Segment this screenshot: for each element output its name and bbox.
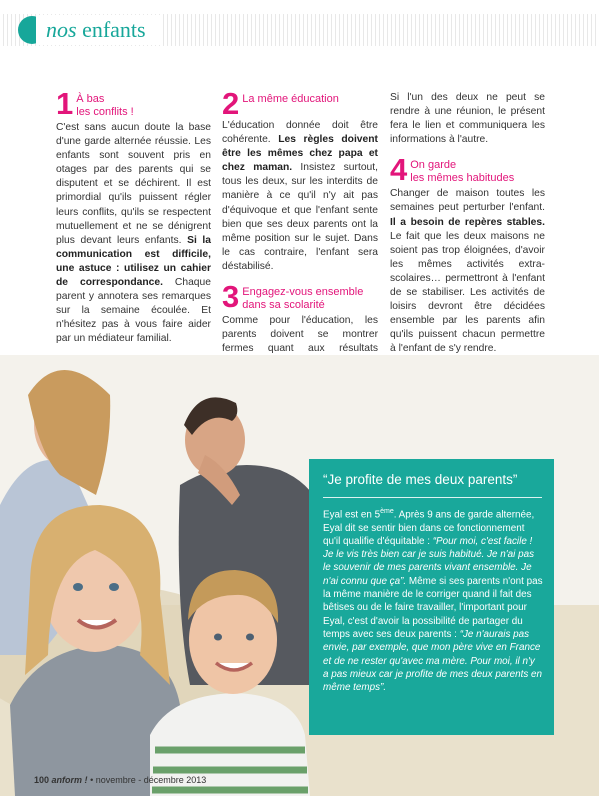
testimonial-quote-1: “Pour moi, c'est facile ! Je le vis très bien car je suis habitué. Je n'ai pas le souvenir de mes parents vivant ensemble. Je n'ai connu que ça”. xyxy=(323,535,535,587)
section-4-text-b: Le fait que les deux maisons ne soient pas trop éloignées, d'avoir les mêmes activités extra-scolaires… permettront à l'enfant de se stabiliser. Les activités de loisirs devront être décidées ensemble par les parents afin qu'ils puissent chacun permettre à l'enfant de s'y rendre. xyxy=(390,230,545,355)
testimonial-title: “Je profite de mes deux parents” xyxy=(323,472,518,487)
issue-date: • novembre - décembre 2013 xyxy=(90,775,207,785)
section-1-body xyxy=(56,121,211,347)
section-4-title xyxy=(410,157,514,185)
section-1 xyxy=(56,86,211,347)
section-3-title-line1: Engagez-vous ensemble xyxy=(242,286,364,299)
section-2-text-b: Insistez surtout, tous les deux, sur les interdits de manière à ce qu'il n'y ait pas d'équivoque et que l'enfant sente bien que ses deux parents ont la même position sur le sujet. Dans le cas contraire, l'enfant sera déstabilisé. xyxy=(222,162,378,272)
section-4-title-line2: les mêmes habitudes xyxy=(410,172,515,185)
testimonial-text-2: . Après 9 ans de garde alternée, Eyal dit se sentir bien dans ce fonctionnement qu'il qualifie d'équitable : xyxy=(323,509,535,547)
testimonial-grade-sup: ème xyxy=(380,508,394,515)
testimonial-box xyxy=(309,459,554,735)
section-1-title xyxy=(76,91,133,119)
section-3-heading xyxy=(222,279,378,315)
column-1 xyxy=(56,86,211,347)
section-2-heading xyxy=(222,86,378,121)
magazine-name: anform ! xyxy=(51,775,88,785)
section-label xyxy=(36,15,160,45)
section-4 xyxy=(390,152,545,356)
testimonial-text xyxy=(323,505,543,694)
section-1-number: 1 xyxy=(56,86,74,121)
section-2-bold: Les règles doivent être les mêmes chez papa et chez maman. xyxy=(222,134,378,174)
section-1-text-a: C'est sans aucun doute la base d'une garde alternée réussie. Les enfants sont souvent pris en otages par des parents qui se disputent et se déchirent. Il est primordial qu'ils puissent régler leurs conflits, qu'ils se respectent mutuellement et ne se dénigrent plus devant leurs enfants. xyxy=(56,122,211,246)
section-2-number: 2 xyxy=(222,86,240,121)
testimonial-text-1: Eyal est en 5 xyxy=(323,509,381,521)
column-3 xyxy=(390,91,545,357)
section-label-italic: nos xyxy=(46,17,77,42)
section-1-text-b: Chaque parent y annotera ses remarques sur la semaine écoulée. Et n'hésitez pas à vous faire aider par un médiateur familial. xyxy=(56,277,211,345)
section-header xyxy=(0,0,599,52)
section-1-title-line2: les conflits ! xyxy=(76,106,134,118)
page-number: 100 xyxy=(34,775,50,785)
testimonial-divider xyxy=(323,497,542,498)
section-4-heading xyxy=(390,152,545,188)
testimonial-quote-2: “Je n'aurais pas envie, par exemple, que mon père vive en France et de ne rester qu'avec ma mère. Pour moi, il n'y a pas mieux car je profite de mes deux parents en même temps”. xyxy=(323,628,543,694)
section-3-title xyxy=(242,284,363,312)
section-4-body xyxy=(390,187,545,356)
section-4-title-line1: On garde xyxy=(410,159,457,172)
section-4-bold: Il a besoin de repères stables. xyxy=(390,216,545,228)
section-2-body xyxy=(222,119,378,274)
section-3-text-a: Comme pour l'éducation, les parents doivent se montrer fermes quant aux résultats xyxy=(222,315,378,355)
section-1-title-line1: À bas xyxy=(76,93,105,105)
section-3-text-b: Si l'un des deux ne peut se rendre à une réunion, le présent fera le lien et communiquera les informations à l'autre. xyxy=(390,92,545,146)
section-label-rest: enfants xyxy=(82,17,146,42)
section-1-bold: Si la communication est difficile, une astuce : utilisez un cahier de correspondance. xyxy=(56,234,211,289)
section-2 xyxy=(222,86,378,274)
section-3-title-line2: dans sa scolarité xyxy=(242,299,325,312)
section-4-text-a: Changer de maison toutes les semaines peut perturber l'enfant. xyxy=(390,188,545,214)
section-2-title: La même éducation xyxy=(242,93,339,105)
section-3-body-part2 xyxy=(390,91,545,147)
page-footer xyxy=(34,774,206,786)
section-4-number: 4 xyxy=(390,152,408,188)
section-2-text-a: L'éducation donnée doit être cohérente. xyxy=(222,120,378,146)
testimonial-text-3: Même si ses parents n'ont pas la même manière de le corriger quand il fait des bêtises ou de le faire travailler, l'important pour Eyal, c'est d'avoir la possibilité de partager du temps avec ses deux parents : xyxy=(323,575,543,640)
section-3-number: 3 xyxy=(222,279,240,315)
section-1-heading xyxy=(56,86,211,121)
